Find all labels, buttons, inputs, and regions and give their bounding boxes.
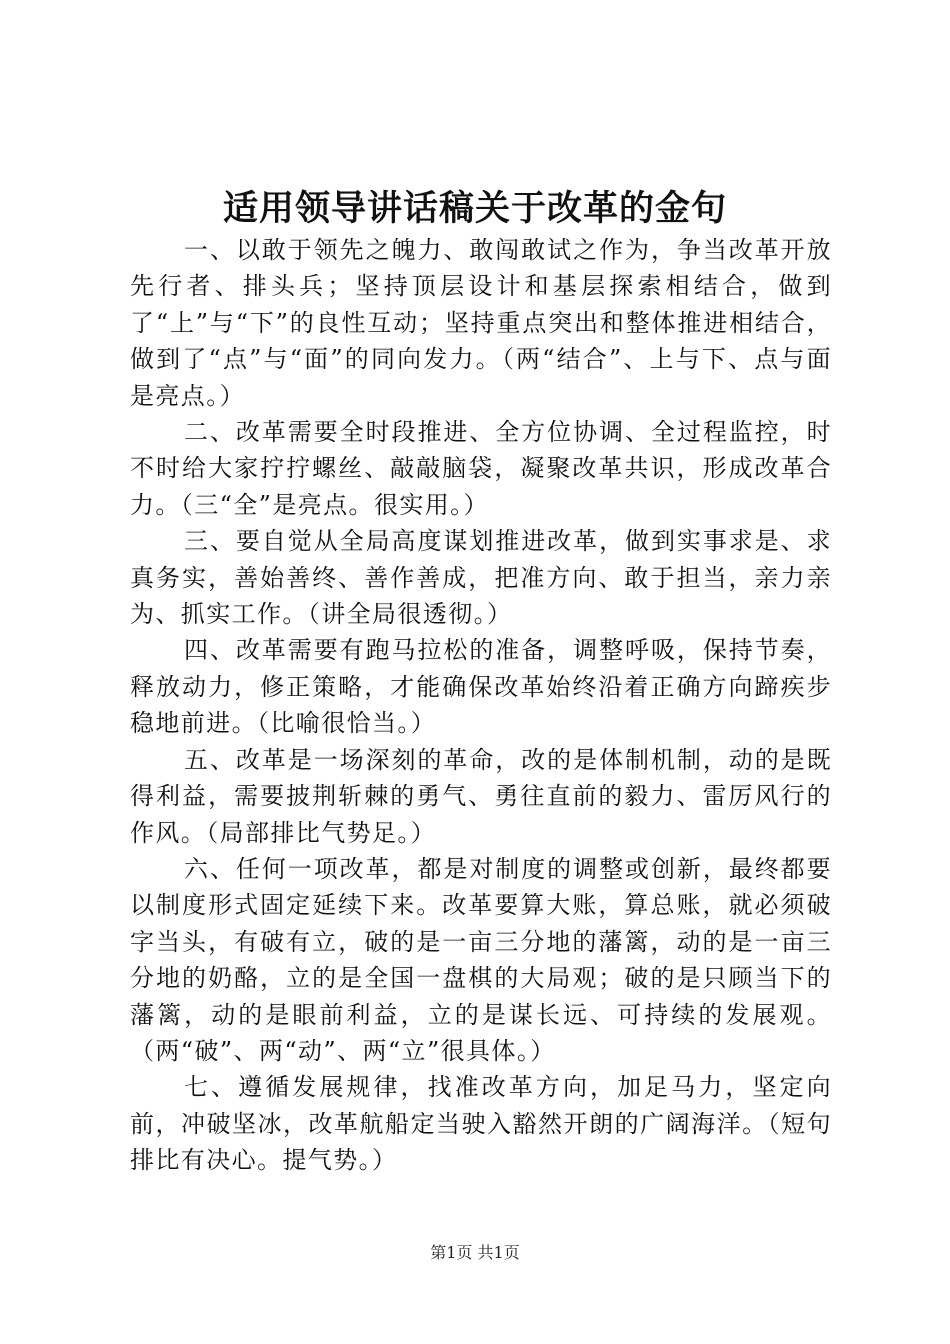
paragraph-3: 三、要自觉从全局高度谋划推进改革，做到实事求是、求真务实，善始善终、善作善成，把准方向、敢于担当，亲力亲为、抓实工作。（讲全局很透彻。） bbox=[130, 527, 832, 629]
paragraph-7: 七、遵循发展规律，找准改革方向，加足马力，坚定向前，冲破坚冰，改革航船定当驶入豁然开朗的广阔海洋。（短句排比有决心。提气势。） bbox=[130, 1073, 832, 1175]
paragraph-6: 六、任何一项改革，都是对制度的调整或创新，最终都要以制度形式固定延续下来。改革要算大账，算总账，就必须破字当头，有破有立，破的是一亩三分地的藩篱，动的是一亩三分地的奶酪，立的是全国一盘棋的大局观；破的是只顾当下的藩篱，动的是眼前利益，立的是谋长远、可持续的发展观。（两“破”、两“动”、两“立”很具体。） bbox=[130, 854, 832, 1065]
page-footer: 第1页 共1页 bbox=[430, 1243, 520, 1262]
paragraph-2: 二、改革需要全时段推进、全方位协调、全过程监控，时不时给大家拧拧螺丝、敲敲脑袋，凝聚改革共识，形成改革合力。（三“全”是亮点。很实用。） bbox=[130, 418, 832, 519]
paragraph-5: 五、改革是一场深刻的革命，改的是体制机制，动的是既得利益，需要披荆斩棘的勇气、勇往直前的毅力、雷厉风行的作风。（局部排比气势足。） bbox=[130, 745, 832, 847]
document-body bbox=[130, 232, 832, 1179]
document-title: 适用领导讲话稿关于改革的金句 bbox=[222, 188, 727, 229]
paragraph-4: 四、改革需要有跑马拉松的准备，调整呼吸，保持节奏，释放动力，修正策略，才能确保改革始终沿着正确方向蹄疾步稳地前进。（比喻很恰当。） bbox=[130, 636, 832, 738]
paragraph-1: 一、以敢于领先之魄力、敢闯敢试之作为，争当改革开放先行者、排头兵；坚持顶层设计和基层探索相结合，做到了“上”与“下”的良性互动；坚持重点突出和整体推进相结合，做到了“点”与“面”的同向发力。（两“结合”、上与下、点与面是亮点。） bbox=[130, 236, 832, 410]
